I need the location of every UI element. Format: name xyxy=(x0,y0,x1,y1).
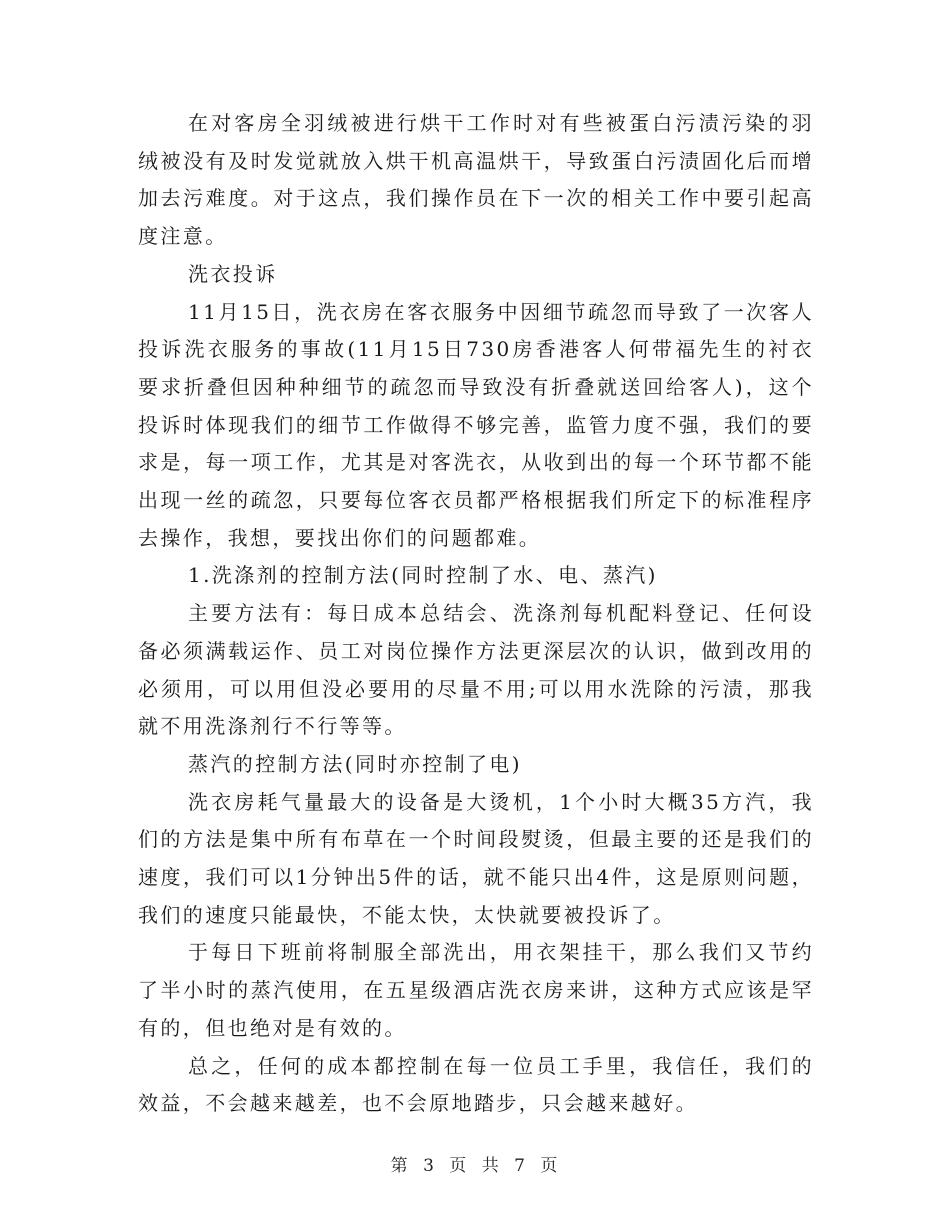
heading-detergent-control: 1.洗涤剂的控制方法(同时控制了水、电、蒸汽) xyxy=(188,563,658,588)
paragraph-uniform-drying: 于每日下班前将制服全部洗出，用衣架挂干，那么我们又节约了半小时的蒸汽使用，在五星级酒店洗衣房来讲，这种方式应该是罕有的，但也绝对是有效的。 xyxy=(138,940,814,1040)
heading-laundry-complaint: 洗衣投诉 xyxy=(188,261,278,286)
document-body xyxy=(138,105,814,1123)
paragraph-down-drying: 在对客房全羽绒被进行烘干工作时对有些被蛋白污渍污染的羽绒被没有及时发觉就放入烘干机高温烘干，导致蛋白污渍固化后而增加去污难度。对于这点，我们操作员在下一次的相关工作中要引起高度注意。 xyxy=(138,111,814,249)
page-number-footer: 第 3 页 共 7 页 xyxy=(390,1156,560,1176)
paragraph-ironer-usage: 洗衣房耗气量最大的设备是大烫机，1个小时大概35方汽，我们的方法是集中所有布草在一个时间段熨烫，但最主要的还是我们的速度，我们可以1分钟出5件的话，就不能只出4件，这是原则问题，我们的速度只能最快，不能太快，太快就要被投诉了。 xyxy=(138,789,814,927)
paragraph-conclusion: 总之，任何的成本都控制在每一位员工手里，我信任，我们的效益，不会越来越差，也不会原地踏步，只会越来越好。 xyxy=(138,1053,814,1116)
paragraph-complaint-incident: 11月15日，洗衣房在客衣服务中因细节疏忽而导致了一次客人投诉洗衣服务的事故(11月15日730房香港客人何带福先生的衬衣要求折叠但因种种细节的疏忽而导致没有折叠就送回给客人)，这个投诉时体现我们的细节工作做得不够完善，监管力度不强，我们的要求是，每一项工作，尤其是对客洗衣，从收到出的每一个环节都不能出现一丝的疏忽，只要每位客衣员都严格根据我们所定下的标准程序去操作，我想，要找出你们的问题都难。 xyxy=(138,299,814,550)
paragraph-detergent-methods: 主要方法有：每日成本总结会、洗涤剂每机配料登记、任何设备必须满载运作、员工对岗位操作方法更深层次的认识，做到改用的必须用，可以用但没必要用的尽量不用;可以用水洗除的污渍，那我就不用洗涤剂行不行等等。 xyxy=(138,601,814,739)
heading-steam-control: 蒸汽的控制方法(同时亦控制了电) xyxy=(188,751,523,776)
